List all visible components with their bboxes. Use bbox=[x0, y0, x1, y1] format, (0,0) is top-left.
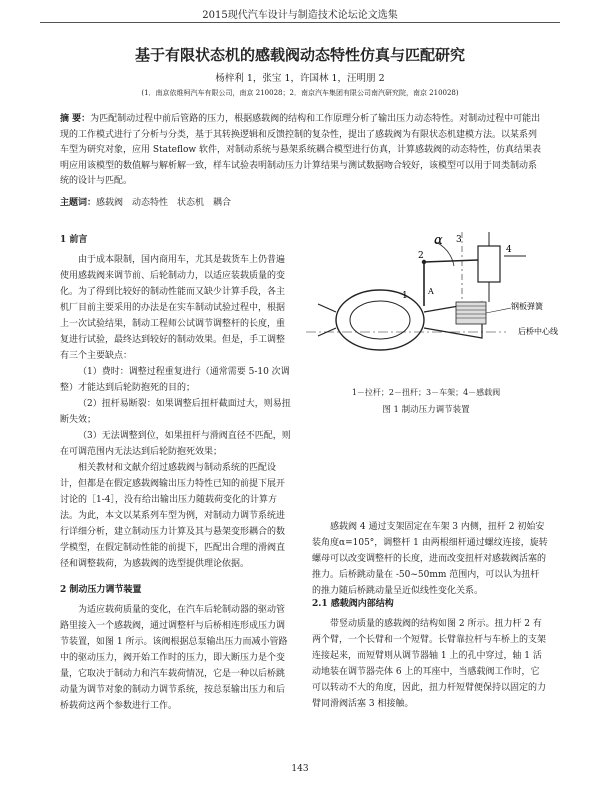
section-2-1-heading: 2.1 感载阀内部结构 bbox=[312, 599, 394, 609]
section-1 bbox=[60, 232, 292, 572]
list-item: （3）无法调整到位，如果扭杆与滑阀直径不匹配，则在可调范围内无法达到后轮防抱死效果； bbox=[60, 431, 291, 457]
section-2-1 bbox=[312, 596, 548, 712]
label-2: 2 bbox=[418, 251, 424, 261]
list-item: （2）扭杆易断裂：如果调整后扭杆截面过大，则易扭断失效； bbox=[60, 399, 291, 425]
list-item: （1）费时：调整过程重复进行（通常需要 5-10 次调整）才能达到后轮防抱死的目的； bbox=[60, 367, 290, 393]
axle-housing bbox=[336, 290, 424, 350]
torsion-bar bbox=[424, 260, 478, 262]
section-2-heading: 2 制动压力调节装置 bbox=[60, 585, 142, 595]
label-a: A bbox=[428, 287, 434, 296]
page-number: 143 bbox=[291, 764, 309, 774]
running-header: 2015现代汽车设计与制造技术论坛论文选集 bbox=[202, 10, 398, 21]
right-paragraph-1 bbox=[312, 519, 548, 599]
label-axle: 后桥中心线 bbox=[518, 327, 558, 336]
affiliation: (1．南京依维柯汽车有限公司，南京 210028；2．南京汽车集团有限公司南汽研究院，南京 210028) bbox=[141, 89, 459, 97]
label-alpha: α bbox=[434, 233, 443, 248]
paragraph: 感载阀 4 通过支架固定在车架 3 内侧，扭杆 2 初始安装角度α=105°，调整杆 1 由两根细杆通过螺纹连接，旋转螺母可以改变调整杆的长度，进而改变扭杆对感载阀活塞的推力。后桥跳动量在 -50~50mm 范围内，可以认为扭杆的推力随后桥跳动量呈近似线性变化关系。 bbox=[312, 522, 548, 596]
paragraph: 带竖动质量的感载阀的结构如图 2 所示。扭力杆 2 有两个臂，一个长臂和一个短臂。长臂靠拉杆与车桥上的支架连接起来，而短臂则从调节器轴 1 上的孔中穿过，轴 1 活动地装在调节器壳体 6 上的耳座中，当感载阀工作时，它可以转动不大的角度，因此，扭力杆短臂便保持以固定的力臂同滑阀活塞 3 相接触。 bbox=[312, 619, 547, 709]
abstract-text: 为匹配制动过程中前后管路的压力，根据感载阀的结构和工作原理分析了输出压力动态特性。对制动过程中可能出现的工作模式进行了分析与分类，基于其转换逻辑和反馈控制的复杂性，提出了感载阀为有限状态机建模方法。以某系列车型为研究对象，应用 Stateflow 软件，对制动系统与悬架系统耦合模型进行仿真，计算感载阀的动态特性，仿真结果表明应用该模型的数值解与解析解一致，样车试验表明制动压力计算结果与测试数据吻合较好，该模型可以用于同类制动系统的设计与匹配。 bbox=[60, 114, 541, 186]
paragraph: 由于成本限制，国内商用车，尤其是载货车上仍普遍使用感载阀来调节前、后轮制动力，以适应装载质量的变化。为了得到比较好的制动性能而又缺少计算手段，各主机厂目前主要采用的办法是在实车制动试验过程中，根据上一次试验结果，制动工程师公试调节调整杆的长度，重复进行试验，最终达到较好的制动效果。但是，手工调整有三个主要缺点： bbox=[60, 255, 286, 361]
keywords-label: 主题词： bbox=[60, 198, 97, 208]
header-rule bbox=[40, 22, 560, 23]
figure-1-diagram bbox=[306, 232, 564, 482]
label-spring: 钢板弹簧 bbox=[511, 302, 543, 311]
figure-legend: 1－拉杆；2－扭杆；3－车架；4－感载阀 bbox=[351, 388, 501, 397]
label-4: 4 bbox=[506, 245, 512, 255]
keywords bbox=[60, 195, 544, 208]
paper-title: 基于有限状态机的感载阀动态特性仿真与匹配研究 bbox=[134, 46, 465, 64]
section-2 bbox=[60, 582, 292, 714]
label-3: 3 bbox=[456, 235, 462, 245]
valve-body bbox=[478, 246, 500, 282]
authors: 杨梓利 1，张宝 1，许国林 1，汪明朋 2 bbox=[215, 73, 385, 84]
abstract bbox=[60, 112, 544, 190]
paragraph: 为适应载荷质量的变化，在汽车后轮制动器的驱动管路里接入一个感载阀，通过调整杆与后桥相连形成压力调节装置，如图 1 所示。该阀根据总泵输出压力而减小管路中的驱动压力，阀开始工作时的压力，即大断压力是个变量，它取决于制动力和汽车载荷情况，它是一种以后桥跳动量为调节对象的制动力调节系统，按总泵输出压力和后桥载荷这两个参数进行工作。 bbox=[60, 605, 288, 711]
abstract-label: 摘 要： bbox=[60, 114, 91, 124]
label-1: 1 bbox=[402, 291, 408, 301]
paragraph: 相关教材和文献介绍过感载阀与制动系统的匹配设计，但都是在假定感载阀输出压力特性已知的前提下展开讨论的［1-4］，没有给出输出压力随载荷变化的计算方法。为此，本文以某系列车型为例，对制动力调节系统进行详细分析，建立制动压力计算及其与悬架变形耦合的数学模型，在假定制动性能的前提下，匹配出合理的滑阀直径和调整载荷，为感载阀的选型提供理论依据。 bbox=[60, 463, 286, 569]
section-1-heading: 1 前言 bbox=[60, 235, 88, 245]
figure-caption: 图 1 制动压力调节装置 bbox=[382, 405, 470, 415]
keywords-text: 感载阀 动态特性 状态机 耦合 bbox=[96, 198, 232, 208]
leaf-spring bbox=[456, 302, 486, 324]
